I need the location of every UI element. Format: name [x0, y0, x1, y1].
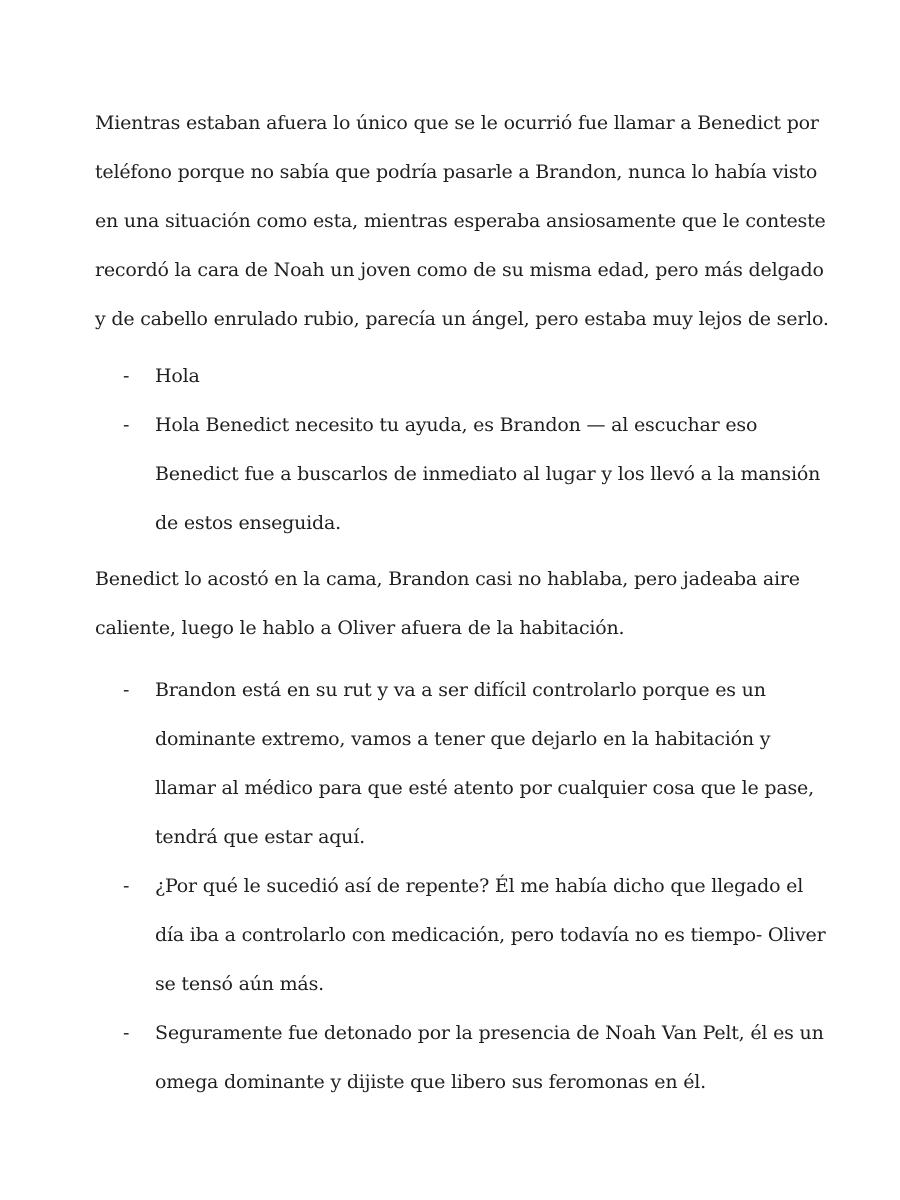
paragraph-1	[95, 99, 829, 344]
dialogue-line: Seguramente fue detonado por la presencia de Noah Van Pelt, él es un	[155, 1022, 824, 1044]
dialogue-line: ¿Por qué le sucedió así de repente? Él me había dicho que llegado el	[155, 875, 804, 897]
dialogue-dash: -	[123, 1022, 130, 1044]
paragraph-line: recordó la cara de Noah un joven como de su misma edad, pero más delgado	[95, 259, 824, 281]
dialogue-line: Brandon está en su rut y va a ser difícil controlarlo porque es un	[155, 679, 766, 701]
dialogue-dash: -	[123, 875, 130, 897]
dialogue-line: dominante extremo, vamos a tener que dejarlo en la habitación y	[155, 728, 771, 750]
dialogue-line: tendrá que estar aquí.	[155, 826, 365, 848]
paragraph-line: y de cabello enrulado rubio, parecía un ángel, pero estaba muy lejos de serlo.	[95, 308, 829, 330]
dialogue-dash: -	[123, 365, 130, 387]
dialogue-dash: -	[123, 679, 130, 701]
dialogue-line: llamar al médico para que esté atento por cualquier cosa que le pase,	[155, 777, 814, 799]
paragraph-line: Mientras estaban afuera lo único que se le ocurrió fue llamar a Benedict por	[95, 112, 819, 134]
dialogue-line: omega dominante y dijiste que libero sus feromonas en él.	[155, 1071, 706, 1093]
paragraph-line: Benedict lo acostó en la cama, Brandon casi no hablaba, pero jadeaba aire	[95, 568, 800, 590]
dialogue-line: de estos enseguida.	[155, 512, 341, 534]
paragraph-line: en una situación como esta, mientras esperaba ansiosamente que le conteste	[95, 210, 826, 232]
dialogue-line: Hola Benedict necesito tu ayuda, es Brandon — al escuchar eso	[155, 414, 758, 436]
paragraph-2	[95, 555, 825, 653]
dialogue-line: Hola	[155, 365, 200, 387]
paragraph-line: teléfono porque no sabía que podría pasarle a Brandon, nunca lo había visto	[95, 161, 818, 183]
dialogue-line: día iba a controlarlo con medicación, pero todavía no es tiempo- Oliver	[155, 924, 826, 946]
dialogue-line: Benedict fue a buscarlos de inmediato al lugar y los llevó a la mansión	[155, 463, 821, 485]
paragraph-line: caliente, luego le hablo a Oliver afuera de la habitación.	[95, 617, 625, 639]
dialogue-line: se tensó aún más.	[155, 973, 324, 995]
dialogue-dash: -	[123, 414, 130, 436]
